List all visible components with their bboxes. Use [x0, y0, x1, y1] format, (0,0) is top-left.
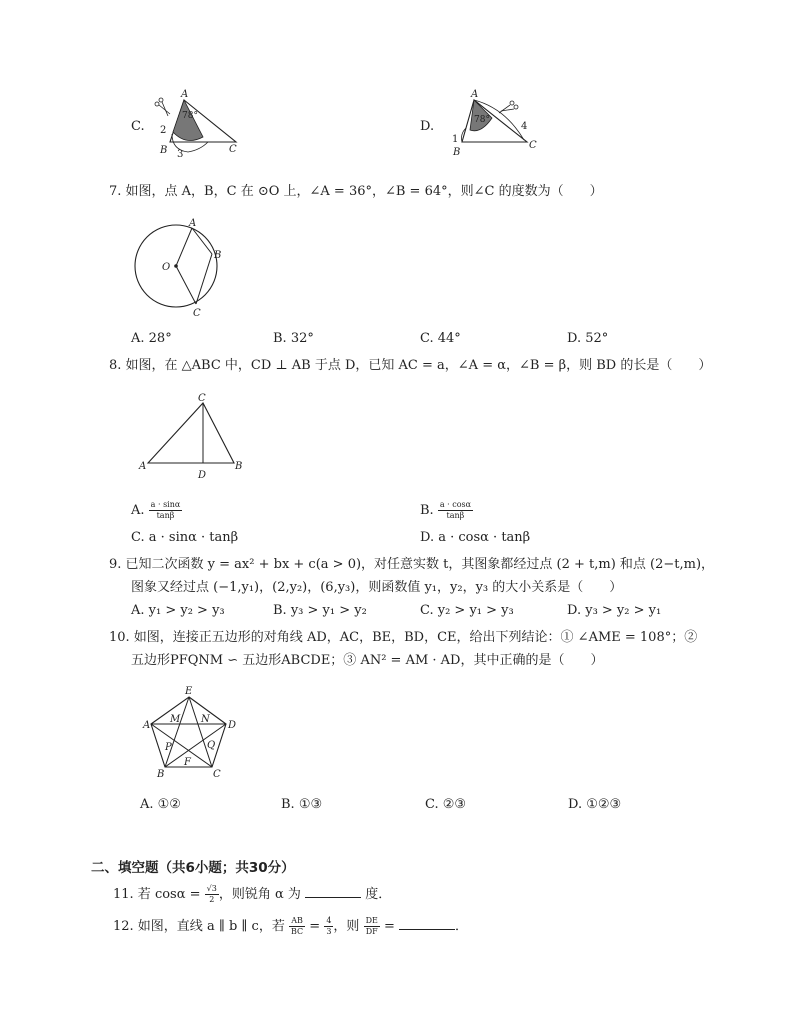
- q10-label-q: Q: [207, 740, 216, 751]
- q8-text: 8. 如图，在 △ABC 中，CD ⊥ AB 于点 D，已知 AC = a，∠A = α，∠B = β，则 BD 的长是（ ）: [109, 358, 712, 373]
- q8-option-a-den: tanβ: [156, 511, 175, 520]
- q11-den: 2: [209, 895, 215, 904]
- q12-f1-den: BC: [290, 927, 304, 936]
- q6d-num-4: 4: [521, 121, 528, 132]
- q12-end: ．: [455, 919, 469, 934]
- section-2-title: 二、填空题（共6小题；共30分）: [91, 860, 295, 876]
- q12-f2-den: 3: [326, 927, 332, 936]
- q10-option-a[interactable]: A. ①②: [140, 797, 181, 812]
- q9-option-d[interactable]: D. y₃ > y₂ > y₁: [567, 603, 662, 618]
- q7-label-a: A: [189, 218, 197, 229]
- q10-text-line1: 10. 如图，连接正五边形的对角线 AD，AC，BE，BD，CE，给出下列结论：① ∠AME = 108°；②: [109, 630, 698, 645]
- q12-fraction-1: [289, 916, 305, 937]
- q10-label-n: N: [201, 714, 210, 725]
- q10-label-f: F: [184, 757, 191, 768]
- q11-answer-blank[interactable]: [305, 885, 361, 898]
- q8-option-b-label: B.: [420, 503, 434, 518]
- q10-label-d: D: [228, 720, 237, 731]
- q9-text-line1: 9. 已知二次函数 y = ax² + bx + c(a > 0)，对任意实数 t，其图象都经过点 (2 + t,m) 和点 (2−t,m)，: [109, 557, 715, 572]
- q6-option-d-label: D.: [420, 119, 435, 134]
- q8-option-a-label: A.: [131, 503, 145, 518]
- q11-suffix: ，则锐角 α 为: [218, 887, 301, 902]
- q6d-label-c: C: [529, 140, 537, 151]
- q9-option-a[interactable]: A. y₁ > y₂ > y₃: [131, 603, 225, 618]
- q7-option-a[interactable]: A. 28°: [131, 331, 172, 346]
- q10-option-c[interactable]: C. ②③: [425, 797, 467, 812]
- q7-option-d[interactable]: D. 52°: [567, 331, 609, 346]
- q12-eq: =: [383, 919, 395, 934]
- q8-option-c[interactable]: C. a · sinα · tanβ: [131, 530, 239, 545]
- q11-end: 度．: [365, 887, 392, 902]
- q7-option-b[interactable]: B. 32°: [273, 331, 314, 346]
- q11-prefix: 11. 若 cosα =: [113, 887, 201, 902]
- q10-option-d[interactable]: D. ①②③: [568, 797, 622, 812]
- q6c-num-2: 2: [160, 125, 167, 136]
- q11-num: √3: [206, 884, 217, 893]
- q12-fraction-3: [364, 916, 380, 937]
- q6c-angle: 78°: [182, 111, 198, 121]
- q9-option-c[interactable]: C. y₂ > y₁ > y₃: [420, 603, 514, 618]
- q7-label-o: O: [162, 262, 171, 273]
- q10-option-b[interactable]: B. ①③: [281, 797, 323, 812]
- q6d-num-1: 1: [452, 134, 459, 145]
- q9-text-line2: 图象又经过点 (−1,y₁)，(2,y₂)，(6,y₃)，则函数值 y₁，y₂，y₃ 的大小关系是（ ）: [131, 580, 623, 595]
- q12-prefix: 12. 如图，直线 a ∥ b ∥ c，若: [113, 919, 285, 934]
- q7-label-c: C: [193, 308, 201, 319]
- q6c-label-b: B: [160, 145, 168, 156]
- q6-option-c-label: C.: [131, 119, 145, 134]
- q9-option-b[interactable]: B. y₃ > y₁ > y₂: [273, 603, 367, 618]
- q6c-label-a: A: [181, 89, 189, 100]
- q12-text: [113, 916, 468, 937]
- q10-label-b: B: [157, 769, 165, 780]
- q7-label-b: B: [214, 250, 222, 261]
- q10-label-m: M: [170, 714, 181, 725]
- q11-fraction: [205, 884, 219, 905]
- q7-option-c[interactable]: C. 44°: [420, 331, 461, 346]
- q12-f3-num: DE: [365, 916, 378, 925]
- q6d-label-a: A: [471, 89, 479, 100]
- q12-then: ，则: [333, 919, 360, 934]
- q7-text: 7. 如图，点 A，B，C 在 ⊙O 上，∠A = 36°，∠B = 64°，则∠C 的度数为（ ）: [109, 184, 603, 199]
- q8-option-b-num: a · cosα: [439, 500, 472, 509]
- q8-option-b-den: tanβ: [446, 511, 465, 520]
- q12-f1-num: AB: [289, 916, 305, 927]
- q10-label-a: A: [143, 720, 151, 731]
- q6d-label-b: B: [453, 147, 461, 158]
- q6d-angle: 78°: [474, 115, 490, 125]
- q12-mid: =: [309, 919, 321, 934]
- q8-label-c: C: [198, 393, 206, 404]
- q8-label-a: A: [139, 461, 147, 472]
- q8-option-d[interactable]: D. a · cosα · tanβ: [420, 530, 531, 545]
- q8-label-b: B: [235, 461, 243, 472]
- q10-label-e: E: [185, 686, 193, 697]
- q6c-num-3: 3: [177, 149, 184, 160]
- q10-text-line2: 五边形PFQNM ∽ 五边形ABCDE；③ AN² = AM · AD，其中正确的是（ ）: [131, 653, 604, 668]
- q10-label-p: P: [165, 742, 172, 753]
- q12-answer-blank[interactable]: [399, 917, 455, 930]
- q6c-label-c: C: [229, 144, 237, 155]
- q12-f2-num: 4: [326, 916, 332, 925]
- q10-label-c: C: [213, 769, 221, 780]
- q12-f3-den: DF: [365, 927, 378, 936]
- q11-text: [113, 884, 391, 905]
- q8-option-a-num: a · sinα: [150, 500, 181, 509]
- q8-label-d: D: [198, 470, 207, 481]
